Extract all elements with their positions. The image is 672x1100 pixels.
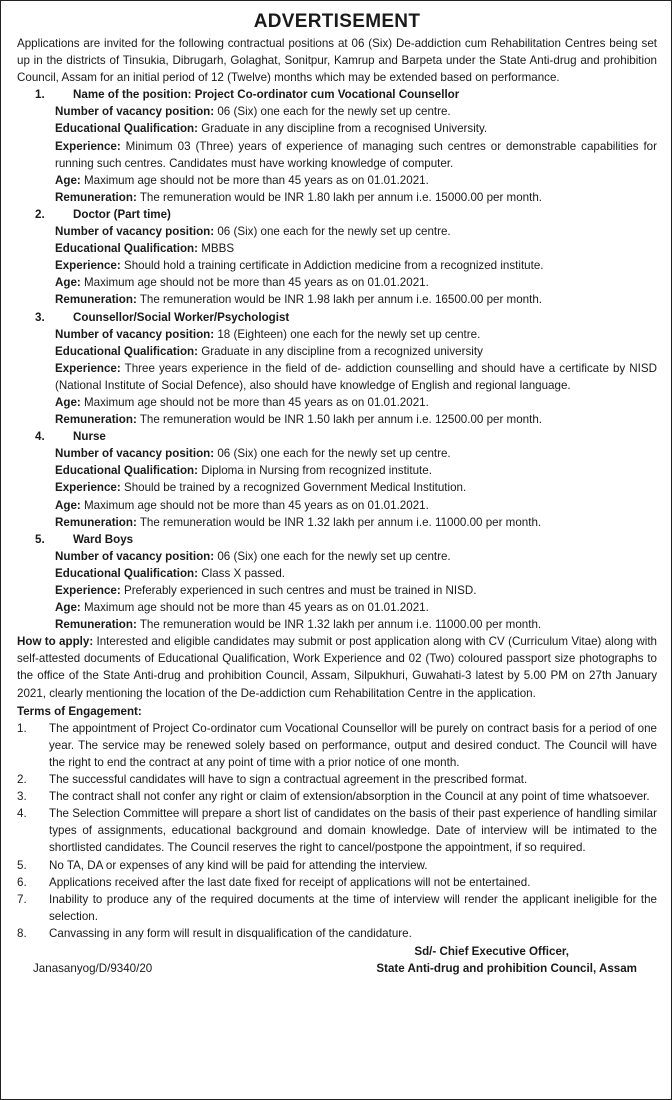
experience-field-value: Minimum 03 (Three) years of experience of managing such centres or demonstrable capabilities for running such centres. Candidates must have working knowledge of computer. (55, 139, 657, 170)
remuneration-field-value: The remuneration would be INR 1.32 lakh per annum i.e. 11000.00 per month. (139, 515, 542, 529)
intro-paragraph: Applications are invited for the following contractual positions at 06 (Six) De-addiction cum Rehabilitation Centres being set up in the districts of Tinsukia, Dibrugarh, Golaghat, Sonitpur, Kamrup and Barpeta under the State Anti-drug and prohibition Council, Assam for an initial period of 12 (Twelve) months which may be extended based on performance. (17, 37, 657, 85)
experience-field (55, 582, 657, 599)
position-title-text: Nurse (73, 430, 106, 444)
term-item (17, 857, 657, 874)
term-text: Canvassing in any form will result in disqualification of the candidature. (49, 926, 412, 940)
position-number: 2. (35, 207, 45, 221)
age-field-label: Age: (55, 498, 81, 512)
vacancy-field-label: Number of vacancy position: (55, 549, 215, 563)
position-section (17, 531, 657, 634)
term-number: 1. (17, 721, 27, 735)
experience-field (55, 257, 657, 274)
how-to-apply (17, 633, 657, 701)
experience-field-label: Experience: (55, 259, 121, 273)
position-number: 5. (35, 532, 45, 546)
vacancy-field (55, 103, 657, 120)
remuneration-field-value: The remuneration would be INR 1.80 lakh per annum i.e. 15000.00 per month. (139, 190, 542, 204)
age-field-value: Maximum age should not be more than 45 years as on 01.01.2021. (84, 276, 429, 290)
age-field-label: Age: (55, 601, 81, 615)
term-text: The appointment of Project Co-ordinator cum Vocational Counsellor will be purely on contract basis for a period of one year. The service may be renewed solely based on performance, output and desired conduct. The Council will have the right to end the contract at any point of time with a prior notice of one month. (49, 721, 657, 769)
position-number: 1. (35, 88, 45, 102)
term-number: 7. (17, 892, 27, 906)
vacancy-field-label: Number of vacancy position: (55, 225, 215, 239)
position-title-text: Counsellor/Social Worker/Psychologist (73, 310, 290, 324)
vacancy-field (55, 326, 657, 343)
age-field-value: Maximum age should not be more than 45 years as on 01.01.2021. (84, 601, 429, 615)
experience-field-label: Experience: (55, 584, 121, 597)
experience-field (55, 360, 657, 394)
vacancy-field-value: 06 (Six) one each for the newly set up centre. (217, 225, 451, 239)
positions-list (17, 86, 657, 633)
term-number: 6. (17, 875, 27, 889)
position-title-text: Doctor (Part time) (73, 207, 171, 221)
experience-field-value: Three years experience in the field of de- addiction counselling and should have a certificate by NISD (National Institute of Social Defence), also should have knowledge of English and regional language. (55, 361, 657, 392)
qualification-field-label: Educational Qualification: (55, 242, 199, 256)
age-field (55, 274, 657, 291)
qualification-field-value: MBBS (201, 242, 235, 256)
term-item (17, 720, 657, 771)
how-to-apply-text: Interested and eligible candidates may submit or post application along with CV (Curriculum Vitae) along with self-attested documents of Educational Qualification, Work Experience and 02 (Two) coloured passport size photographs to the office of the State Anti-drug and prohibition Council, Assam, Silpukhuri, Guwahati-3 latest by 5.00 PM on 27th January 2021, clearly mentioning the location of the De-addiction cum Rehabilitation Centre in the application. (17, 635, 657, 700)
remuneration-field (55, 514, 657, 531)
remuneration-field-label: Remuneration: (55, 618, 137, 632)
vacancy-field-value: 06 (Six) one each for the newly set up centre. (217, 447, 451, 461)
qualification-field-label: Educational Qualification: (55, 566, 199, 580)
experience-field-label: Experience: (55, 481, 121, 495)
terms-heading: Terms of Engagement: (17, 704, 142, 718)
vacancy-field-label: Number of vacancy position: (55, 327, 215, 341)
qualification-field (55, 462, 657, 479)
experience-field (55, 479, 657, 496)
experience-field-value: Should be trained by a recognized Government Medical Institution. (123, 481, 467, 495)
qualification-field-label: Educational Qualification: (55, 344, 199, 358)
how-to-apply-label: How to apply: (17, 635, 94, 649)
reference-number: Janasanyog/D/9340/20 (33, 961, 153, 975)
signature-line-1: Sd/- Chief Executive Officer, (414, 944, 569, 958)
position-section (17, 428, 657, 531)
vacancy-field-label: Number of vacancy position: (55, 447, 215, 461)
qualification-field-value: Diploma in Nursing from recognized institute. (201, 464, 432, 478)
term-text: No TA, DA or expenses of any kind will be paid for attending the interview. (49, 858, 428, 872)
age-field-label: Age: (55, 395, 81, 409)
experience-field-value: Preferably experienced in such centres and must be trained in NISD. (123, 584, 477, 597)
term-text: The Selection Committee will prepare a short list of candidates on the basis of their past experience of handling similar types of assignments, educational background and domain knowledge. Date of interview will be intimated to the shortlisted candidates. The Council reserves the right to cancel/postpone the appointment, if so required. (49, 807, 657, 855)
vacancy-field-value: 06 (Six) one each for the newly set up centre. (217, 549, 451, 563)
vacancy-field-value: 06 (Six) one each for the newly set up centre. (217, 105, 451, 119)
remuneration-field-value: The remuneration would be INR 1.98 lakh per annum i.e. 16500.00 per month. (139, 293, 542, 307)
position-title-text: Name of the position: Project Co-ordinator cum Vocational Counsellor (73, 88, 460, 102)
remuneration-field (55, 291, 657, 308)
qualification-field (55, 343, 657, 360)
age-field (55, 172, 657, 189)
vacancy-field-value: 18 (Eighteen) one each for the newly set up centre. (217, 327, 481, 341)
qualification-field (55, 565, 657, 582)
term-number: 2. (17, 773, 27, 787)
position-title (17, 531, 657, 548)
position-title (17, 86, 657, 103)
term-item (17, 891, 657, 925)
term-item (17, 805, 657, 856)
position-title (17, 428, 657, 445)
term-item (17, 925, 657, 942)
age-field-label: Age: (55, 276, 81, 290)
remuneration-field (55, 189, 657, 206)
remuneration-field-value: The remuneration would be INR 1.32 lakh per annum i.e. 11000.00 per month. (139, 618, 542, 632)
term-number: 3. (17, 790, 27, 804)
remuneration-field-label: Remuneration: (55, 190, 137, 204)
age-field-value: Maximum age should not be more than 45 years as on 01.01.2021. (84, 173, 429, 187)
experience-field (55, 138, 657, 172)
experience-field-label: Experience: (55, 361, 121, 375)
position-section (17, 206, 657, 309)
age-field-label: Age: (55, 173, 81, 187)
qualification-field (55, 240, 657, 257)
remuneration-field-label: Remuneration: (55, 413, 137, 427)
age-field (55, 394, 657, 411)
term-text: The successful candidates will have to sign a contractual agreement in the prescribed format. (49, 773, 528, 787)
term-text: Inability to produce any of the required documents at the time of interview will render the applicant ineligible for the selection. (49, 892, 657, 923)
vacancy-field (55, 445, 657, 462)
age-field-value: Maximum age should not be more than 45 years as on 01.01.2021. (84, 498, 429, 512)
signature-block (17, 942, 657, 982)
qualification-field-label: Educational Qualification: (55, 464, 199, 478)
qualification-field-value: Graduate in any discipline from a recognised University. (201, 122, 488, 136)
remuneration-field-value: The remuneration would be INR 1.50 lakh per annum i.e. 12500.00 per month. (139, 413, 542, 427)
experience-field-value: Should hold a training certificate in Addiction medicine from a recognized institute. (123, 259, 544, 273)
remuneration-field (55, 411, 657, 428)
term-text: The contract shall not confer any right or claim of extension/absorption in the Council at any point of time whatsoever. (49, 790, 650, 804)
term-item (17, 788, 657, 805)
term-item (17, 874, 657, 891)
remuneration-field (55, 616, 657, 633)
experience-field-label: Experience: (55, 139, 121, 153)
term-number: 4. (17, 807, 27, 821)
position-number: 3. (35, 310, 45, 324)
term-text: Applications received after the last date fixed for receipt of applications will not be entertained. (49, 875, 531, 889)
terms-list (17, 720, 657, 942)
position-title-text: Ward Boys (73, 532, 134, 546)
vacancy-field (55, 548, 657, 565)
term-number: 5. (17, 858, 27, 872)
qualification-field-value: Class X passed. (201, 566, 286, 580)
position-title (17, 206, 657, 223)
position-section (17, 309, 657, 429)
remuneration-field-label: Remuneration: (55, 515, 137, 529)
age-field (55, 497, 657, 514)
age-field (55, 599, 657, 616)
age-field-value: Maximum age should not be more than 45 years as on 01.01.2021. (84, 395, 429, 409)
term-item (17, 771, 657, 788)
qualification-field-label: Educational Qualification: (55, 122, 199, 136)
position-section (17, 86, 657, 206)
remuneration-field-label: Remuneration: (55, 293, 137, 307)
page-title: ADVERTISEMENT (253, 11, 421, 32)
vacancy-field-label: Number of vacancy position: (55, 105, 215, 119)
signature-line-2: State Anti-drug and prohibition Council, Assam (376, 961, 637, 975)
qualification-field-value: Graduate in any discipline from a recognized university (201, 344, 483, 358)
term-number: 8. (17, 926, 27, 940)
vacancy-field (55, 223, 657, 240)
qualification-field (55, 120, 657, 137)
position-number: 4. (35, 430, 45, 444)
position-title (17, 309, 657, 326)
